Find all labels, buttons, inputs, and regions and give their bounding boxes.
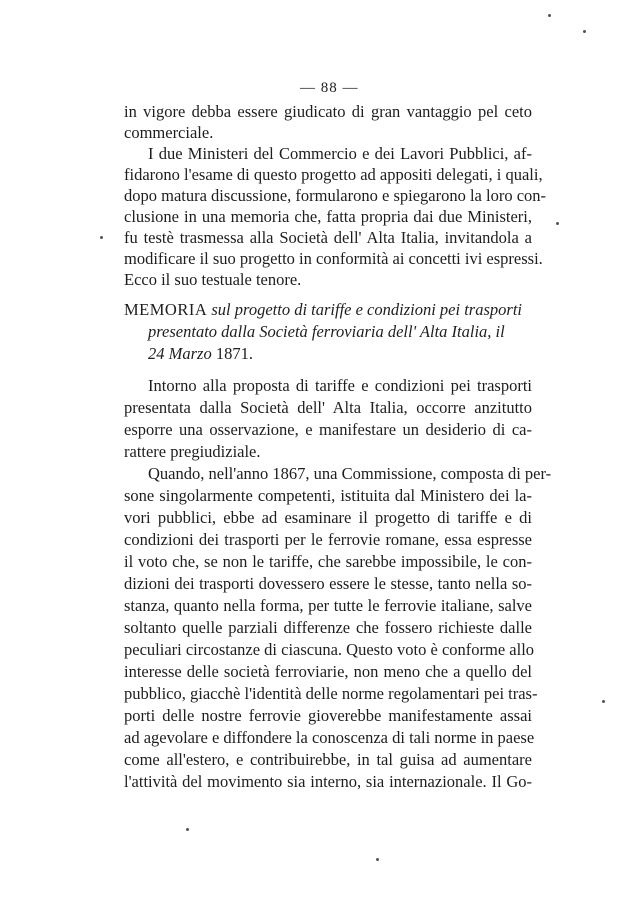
text-line: interesse delle società ferroviarie, non meno che a quello del xyxy=(124,662,532,681)
text-line: sone singolarmente competenti, istituita dal Ministero dei la- xyxy=(124,486,532,505)
scan-speck xyxy=(556,222,559,225)
scan-speck xyxy=(602,700,605,703)
text-line: commerciale. xyxy=(124,123,214,142)
memoria-heading-line: presentato dalla Società ferroviaria dell' Alta Italia, il xyxy=(148,322,505,341)
text-line: clusione in una memoria che, fatta propria dai due Ministeri, xyxy=(124,207,532,226)
memoria-year: 1871. xyxy=(215,344,253,363)
text-line: in vigore debba essere giudicato di gran vantaggio pel ceto xyxy=(124,102,532,121)
text-line: pubblico, giacchè l'identità delle norme regolamentari pei tras- xyxy=(124,684,538,703)
text-line: fidarono l'esame di questo progetto ad appositi delegati, i quali, xyxy=(124,165,543,184)
memoria-label: MEMORIA xyxy=(124,300,208,319)
scan-speck xyxy=(583,30,586,33)
text-line: stanza, quanto nella forma, per tutte le ferrovie italiane, salve xyxy=(124,596,532,615)
text-line: soltanto quelle parziali differenze che fossero richieste dalle xyxy=(124,618,532,637)
page-number: — 88 — xyxy=(300,80,359,96)
scan-speck xyxy=(186,828,189,831)
text-line: dopo matura discussione, formularono e spiegarono la loro con- xyxy=(124,186,547,205)
scan-speck xyxy=(376,858,379,861)
text-line: Ecco il suo testuale tenore. xyxy=(124,270,302,289)
memoria-heading-line xyxy=(148,344,253,364)
text-line: ad agevolare e diffondere la conoscenza di tali norme in paese xyxy=(124,728,535,747)
text-line: Quando, nell'anno 1867, una Commissione, composta di per- xyxy=(148,464,552,483)
text-line: modificare il suo progetto in conformità ai concetti ivi espressi. xyxy=(124,249,543,268)
memoria-date: 24 Marzo xyxy=(148,344,212,363)
text-line: peculiari circostanze di ciascuna. Questo voto è conforme allo xyxy=(124,640,535,659)
text-line: vori pubblici, ebbe ad esaminare il progetto di tariffe e di xyxy=(124,508,532,527)
text-line: Intorno alla proposta di tariffe e condizioni pei trasporti xyxy=(148,376,532,395)
text-line: il voto che, se non le tariffe, che sarebbe impossibile, le con- xyxy=(124,552,532,571)
text-line: come all'estero, e contribuirebbe, in tal guisa ad aumentare xyxy=(124,750,532,769)
text-line: l'attività del movimento sia interno, sia internazionale. Il Go- xyxy=(124,772,532,791)
memoria-heading-line xyxy=(124,300,522,320)
memoria-title: sul progetto di tariffe e condizioni pei trasporti xyxy=(211,300,522,319)
text-line: porti delle nostre ferrovie gioverebbe manifestamente assai xyxy=(124,706,532,725)
text-line: rattere pregiudiziale. xyxy=(124,442,261,461)
text-line: condizioni dei trasporti per le ferrovie romane, essa espresse xyxy=(124,530,532,549)
text-line: fu testè trasmessa alla Società dell' Alta Italia, invitandola a xyxy=(124,228,532,247)
scan-speck xyxy=(548,14,551,17)
text-line: dizioni dei trasporti dovessero essere le stesse, tanto nella so- xyxy=(124,574,532,593)
text-line: esporre una osservazione, e manifestare un desiderio di ca- xyxy=(124,420,532,439)
text-line: I due Ministeri del Commercio e dei Lavori Pubblici, af- xyxy=(148,144,532,163)
text-line: presentata dalla Società dell' Alta Italia, occorre anzitutto xyxy=(124,398,532,417)
scan-speck xyxy=(100,236,103,239)
